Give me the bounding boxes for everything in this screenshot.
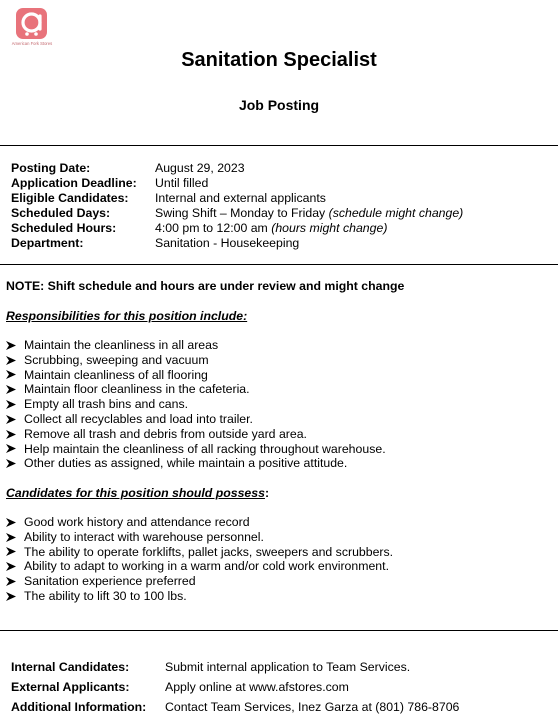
list-item: Sanitation experience preferred [6, 574, 393, 589]
arrow-bullet-icon [6, 382, 24, 397]
external-applicants-row [11, 677, 459, 697]
detail-label: Department: [11, 236, 84, 250]
cart-logo-icon [16, 8, 47, 39]
arrow-bullet-icon [6, 574, 24, 589]
footer-value: Submit internal application to Team Services. [165, 660, 411, 674]
company-logo [4, 6, 60, 50]
divider [0, 630, 558, 631]
responsibilities-heading: Responsibilities for this position include: [6, 309, 248, 323]
detail-label: Posting Date: [11, 161, 91, 175]
apply-online-link[interactable]: Apply online at www.afstores.com [165, 680, 349, 694]
arrow-bullet-icon [6, 589, 24, 604]
list-item: Maintain floor cleanliness in the cafeteria. [6, 382, 386, 397]
deadline-row [11, 176, 463, 191]
list-item: The ability to operate forklifts, pallet jacks, sweepers and scrubbers. [6, 545, 393, 560]
list-item: Good work history and attendance record [6, 515, 393, 530]
candidates-heading: Candidates for this position should possess: [6, 486, 270, 500]
divider [0, 145, 558, 146]
arrow-bullet-icon [6, 559, 24, 574]
divider [0, 264, 558, 265]
arrow-bullet-icon [6, 427, 24, 442]
job-posting-subtitle: Job Posting [238, 97, 320, 113]
candidates-list [6, 515, 393, 604]
arrow-bullet-icon [6, 515, 24, 530]
footer-label: Additional Information: [11, 700, 147, 714]
additional-info-row [11, 697, 459, 717]
detail-value: Internal and external applicants [155, 191, 326, 205]
list-item: The ability to lift 30 to 100 lbs. [6, 589, 393, 604]
detail-label: Scheduled Days: [11, 206, 111, 220]
arrow-bullet-icon [6, 530, 24, 545]
arrow-bullet-icon [6, 338, 24, 353]
list-item: Scrubbing, sweeping and vacuum [6, 353, 386, 368]
list-item: Maintain the cleanliness in all areas [6, 338, 386, 353]
list-item: Maintain cleanliness of all flooring [6, 368, 386, 383]
footer-label: Internal Candidates: [11, 660, 130, 674]
internal-candidates-row [11, 657, 459, 677]
footer-value: Contact Team Services, Inez Garza at (801) 786-8706 [165, 700, 460, 714]
department-row [11, 236, 463, 251]
detail-value: Until filled [155, 176, 209, 190]
job-title: Sanitation Specialist [181, 49, 377, 71]
eligible-row [11, 191, 463, 206]
list-item: Other duties as assigned, while maintain a positive attitude. [6, 456, 386, 471]
detail-value: 4:00 pm to 12:00 am (hours might change) [155, 221, 388, 235]
list-item: Collect all recyclables and load into trailer. [6, 412, 386, 427]
detail-value: Swing Shift – Monday to Friday (schedule might change) [155, 206, 464, 220]
list-item: Help maintain the cleanliness of all racking throughout warehouse. [6, 442, 386, 457]
schedule-note: NOTE: Shift schedule and hours are under review and might change [6, 279, 405, 293]
list-item: Remove all trash and debris from outside yard area. [6, 427, 386, 442]
list-item: Ability to adapt to working in a warm and/or cold work environment. [6, 559, 393, 574]
arrow-bullet-icon [6, 353, 24, 368]
arrow-bullet-icon [6, 368, 24, 383]
detail-value: August 29, 2023 [155, 161, 245, 175]
posting-date-row [11, 161, 463, 176]
list-item: Empty all trash bins and cans. [6, 397, 386, 412]
footer-label: External Applicants: [11, 680, 130, 694]
detail-label: Eligible Candidates: [11, 191, 129, 205]
detail-label: Application Deadline: [11, 176, 137, 190]
scheduled-days-row [11, 206, 463, 221]
arrow-bullet-icon [6, 545, 24, 560]
responsibilities-list [6, 338, 386, 471]
scheduled-hours-row [11, 221, 463, 236]
arrow-bullet-icon [6, 412, 24, 427]
arrow-bullet-icon [6, 456, 24, 471]
arrow-bullet-icon [6, 397, 24, 412]
posting-details [11, 161, 463, 251]
logo-caption: American Fork Stores [11, 41, 53, 46]
detail-label: Scheduled Hours: [11, 221, 117, 235]
list-item: Ability to interact with warehouse personnel. [6, 530, 393, 545]
arrow-bullet-icon [6, 442, 24, 457]
application-info [11, 657, 459, 717]
detail-value: Sanitation - Housekeeping [155, 236, 300, 250]
